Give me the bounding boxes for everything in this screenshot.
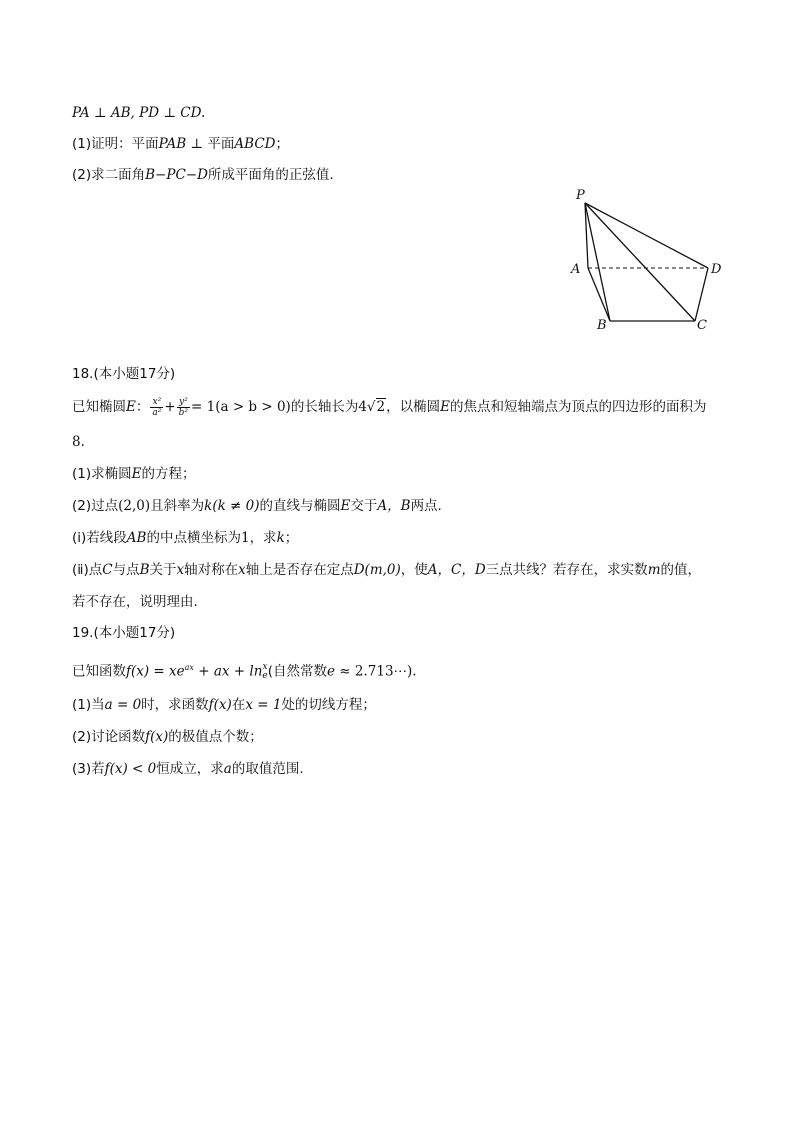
q19-part3: (3)若f(x) < 0恒成立，求a的取值范围. [72, 761, 304, 777]
label-D: D [711, 262, 722, 277]
pyramid-figure [565, 185, 735, 335]
q19-part2: (2)讨论函数f(x)的极值点个数； [72, 729, 263, 745]
edge-AB [588, 268, 610, 321]
label-P: P [576, 188, 585, 203]
q19-intro: 已知函数$f(x) = xe^{ax}$ + ax + ln x e (自然常数e ≈ 2.713⋯). [72, 661, 417, 681]
ln-x-over-e: x e [262, 661, 268, 681]
q18-heading: 18.(本小题17分) [72, 366, 176, 382]
q18-part2-ii-line2: 若不存在，说明理由. [72, 594, 198, 610]
q18-part2-i: (ⅰ)若线段AB的中点横坐标为1，求k； [72, 530, 299, 546]
fraction-x2-a2: $\frac{\text{x²}}{\text{a²}}$ [152, 396, 162, 418]
label-A: A [571, 262, 581, 277]
q19-part1: (1)当a = 0时，求函数f(x)在x = 1处的切线方程； [72, 697, 376, 713]
q18-part1: (1)求椭圆E的方程； [72, 466, 196, 482]
edge-PB [585, 203, 610, 321]
label-B: B [597, 318, 607, 333]
q18-part2-ii: (ⅱ)点C与点B关于x轴对称在x轴上是否存在定点D(m,0)，使A，C，D三点共线？若存在，求实数m的值， [72, 562, 701, 578]
label-C: C [697, 318, 707, 333]
q17-condition-tail: PA ⊥ AB, PD ⊥ CD. [72, 105, 206, 121]
q18-part2: (2)过点(2,0)且斜率为k(k ≠ 0)的直线与椭圆E交于A，B两点. [72, 498, 442, 514]
edge-PD [585, 203, 708, 268]
sqrt-symbol: √ [366, 399, 376, 415]
q18-area: 8. [72, 434, 85, 450]
q17-part1: (1)证明：平面PAB ⊥ 平面ABCD； [72, 136, 289, 152]
q18-intro: 已知椭圆E： $\frac{\text{x²}}{\text{a²}}$ + $\frac{\text{y²}}{\text{b²}}$ = 1(a > b > 0)的长轴长为4√2，以椭圆E的焦点和短轴端点为顶点的四边形的面积为 [72, 396, 707, 418]
edge-PC [585, 203, 695, 321]
fraction-y2-b2: $\frac{\text{y²}}{\text{b²}}$ [178, 396, 189, 418]
q17-part2: (2)求二面角B−PC−D所成平面角的正弦值. [72, 167, 334, 183]
edge-CD [695, 268, 708, 321]
q19-heading: 19.(本小题17分) [72, 625, 176, 641]
